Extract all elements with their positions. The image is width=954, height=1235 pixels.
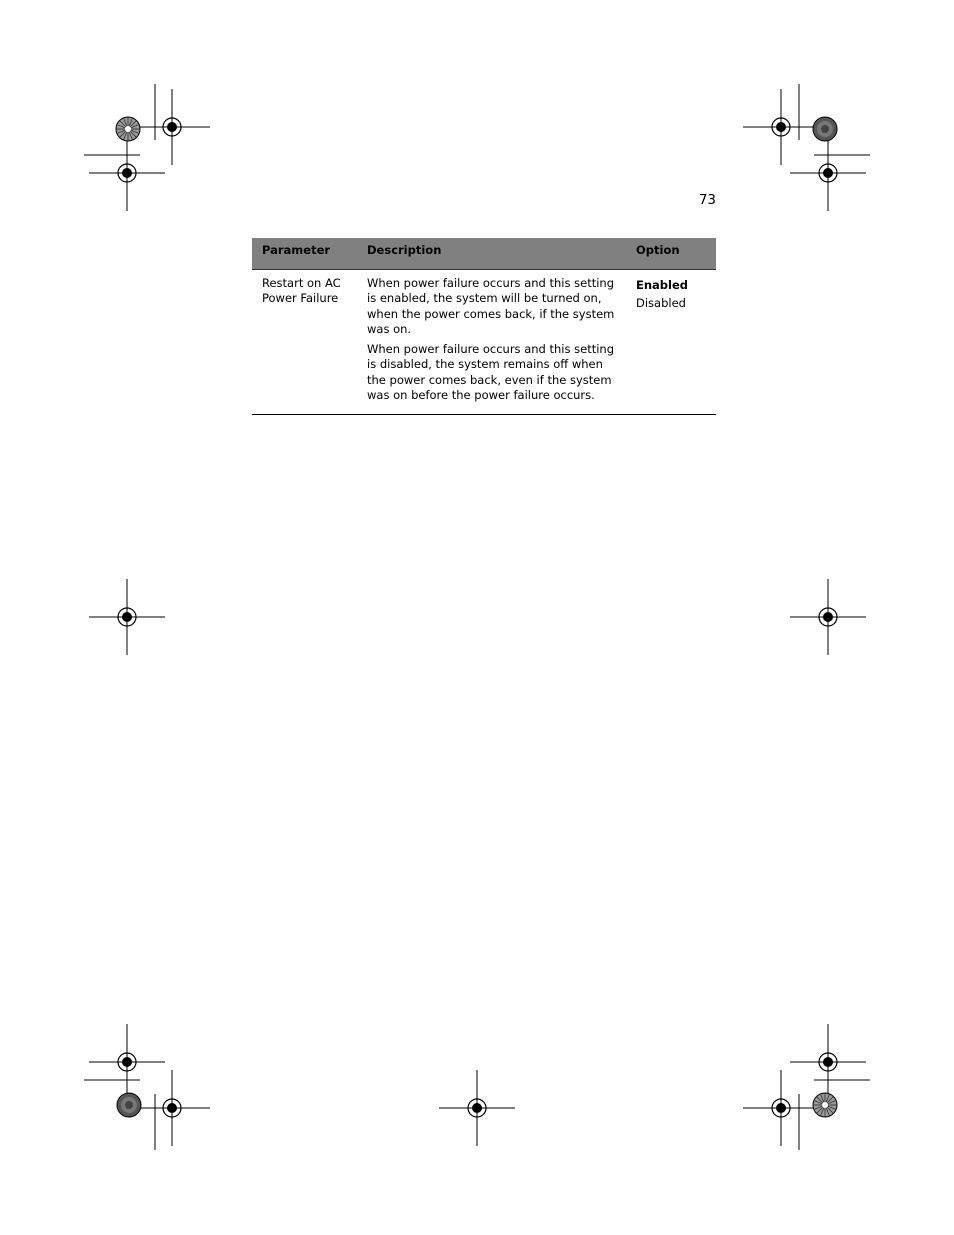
registration-mark-icon (743, 89, 819, 165)
header-description: Description (357, 238, 626, 269)
page-number: 73 (698, 192, 716, 208)
starburst-icon (813, 117, 837, 141)
header-parameter: Parameter (252, 238, 357, 269)
corner-marks-bottom-left (84, 1024, 210, 1150)
parameter-cell: Restart on AC Power Failure (252, 269, 357, 414)
registration-mark-icon (790, 135, 866, 211)
registration-mark-icon (89, 135, 165, 211)
registration-mark-icon (743, 1070, 819, 1146)
registration-mark-icon (89, 1024, 165, 1100)
registration-mark-icon (89, 579, 165, 655)
corner-marks-bottom-right (743, 1024, 870, 1150)
starburst-icon (813, 1093, 837, 1117)
registration-mark-icon (134, 89, 210, 165)
corner-marks-top-left (84, 84, 210, 211)
bottom-center-mark (439, 1070, 515, 1146)
starburst-icon (117, 1093, 141, 1117)
starburst-icon (116, 117, 140, 141)
registration-mark-icon (439, 1070, 515, 1146)
corner-marks-top-right (743, 84, 870, 211)
description-enabled: When power failure occurs and this setting is enabled, the system will be turned on, when the power comes back, if the system was on. (367, 275, 615, 336)
registration-mark-icon (790, 579, 866, 655)
registration-mark-icon (790, 1024, 866, 1100)
side-marks-middle (89, 579, 866, 655)
registration-mark-icon (134, 1070, 210, 1146)
description-disabled: When power failure occurs and this setting is disabled, the system remains off when the power comes back, even if the system was on before the power failure occurs. (367, 341, 615, 402)
header-option: Option (626, 238, 716, 269)
option-default: Enabled (636, 277, 689, 292)
option-other: Disabled (636, 295, 686, 310)
